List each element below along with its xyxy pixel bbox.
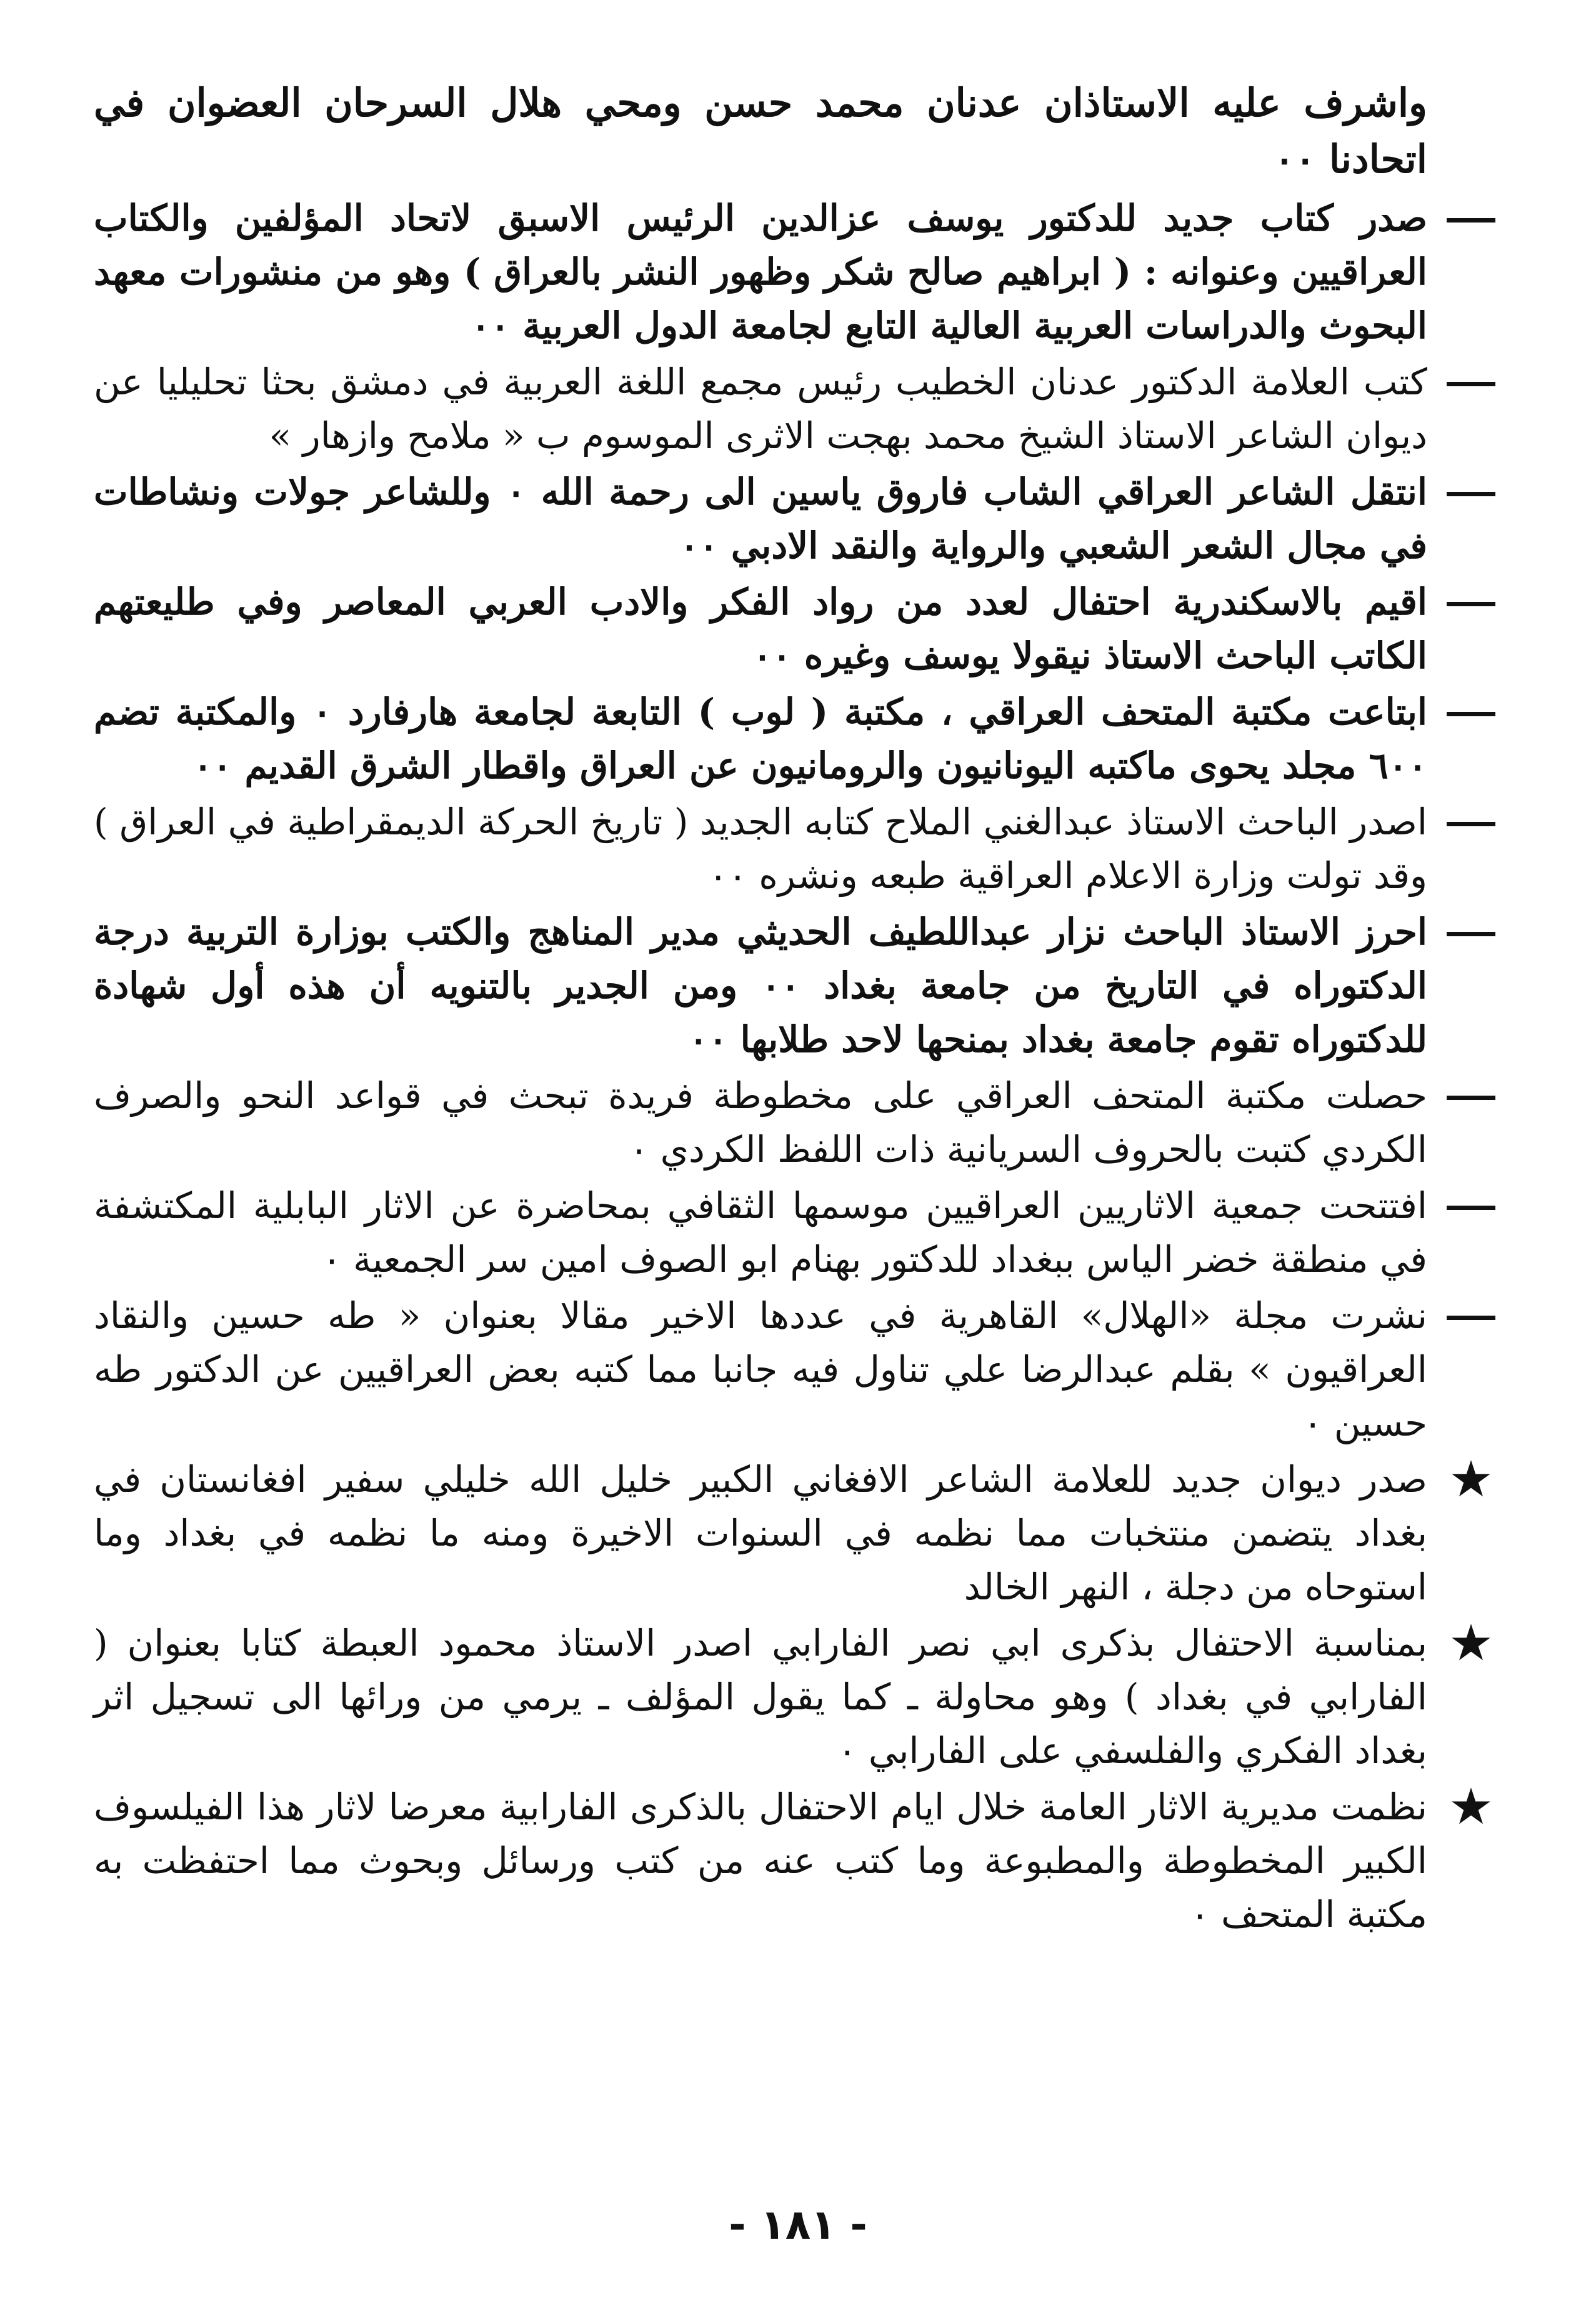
dash-bullet-icon [1440,905,1502,959]
dash-bullet-icon [1440,355,1502,409]
news-item-8 [94,1069,1502,1176]
news-item-text: بمناسبة الاحتفال بذكرى ابي نصر الفارابي اصدر الاستاذ محمود العبطة كتابا بعنوان ( الفارابي في بغداد ) وهو محاولة ـ كما يقول المؤلف ـ يرمي من ورائها الى تسجيل اثر بغداد الفكري والفلسفي على الفارابي ٠ [94,1622,1427,1772]
news-item-text: انتقل الشاعر العراقي الشاب فاروق ياسين الى رحمة الله ٠ وللشاعر جولات ونشاطات في مجال الشعر الشعبي والرواية والنقد الادبي ٠٠ [94,471,1428,567]
news-item-text: حصلت مكتبة المتحف العراقي على مخطوطة فريدة تبحث في قواعد النحو والصرف الكردي كتبت بالحروف السريانية ذات اللفظ الكردي ٠ [94,1074,1427,1171]
news-item-text: ابتاعت مكتبة المتحف العراقي ، مكتبة ( لوب ) التابعة لجامعة هارفارد ٠ والمكتبة تضم ٦٠٠ مجلد يحوى ماكتبه اليونانيون والرومانيون عن العراق واقطار الشرق القديم ٠٠ [94,691,1427,787]
dash-bullet-icon [1440,685,1502,739]
news-item-text: صدر ديوان جديد للعلامة الشاعر الافغاني الكبير خليل الله خليلي سفير افغانستان في بغداد يتضمن منتخبات مما نظمه في السنوات الاخيرة ومنه ما نظمه في بغداد وما استوحاه من دجلة ، النهر الخالد [94,1458,1427,1608]
dash-bullet-icon [1440,795,1502,849]
intro-paragraph: واشرف عليه الاستاذان عدنان محمد حسن ومحي هلال السرحان العضوان في اتحادنا ٠٠ [94,80,1427,182]
document-page [94,75,1502,2249]
news-item-5 [94,685,1502,792]
dash-bullet-icon [1440,575,1502,629]
news-item-12 [94,1616,1502,1778]
dash-bullet-icon [1440,1289,1502,1342]
news-item-text: اقيم بالاسكندرية احتفال لعدد من رواد الفكر والادب العربي المعاصر وفي طليعتهم الكاتب الباحث الاستاذ نيقولا يوسف وغيره ٠٠ [94,581,1427,677]
news-item-11 [94,1452,1502,1614]
dash-bullet-icon [1440,191,1502,245]
star-bullet-icon: ★ [1449,1778,1494,1836]
dash-bullet-icon [1440,465,1502,519]
dash-bullet-icon [1440,1069,1502,1122]
news-item-6 [94,795,1502,902]
news-item-text: كتب العلامة الدكتور عدنان الخطيب رئيس مجمع اللغة العربية في دمشق بحثا تحليليا عن ديوان الشاعر الاستاذ الشيخ محمد بهجت الاثرى الموسوم ب « ملامح وازهار » [94,361,1428,457]
news-item-text: نظمت مديرية الاثار العامة خلال ايام الاحتفال بالذكرى الفارابية معرضا لاثار هذا الفيلسوف الكبير المخطوطة والمطبوعة وما كتب عنه من كتب ورسائل وبحوث مما احتفظت به مكتبة المتحف ٠ [94,1786,1427,1936]
news-item-4 [94,575,1502,682]
news-item-1 [94,191,1502,352]
news-item-text: صدر كتاب جديد للدكتور يوسف عزالدين الرئيس الاسبق لاتحاد المؤلفين والكتاب العراقيين وعنوانه : ( ابراهيم صالح شكر وظهور النشر بالعراق ) وهو من منشورات معهد البحوث والدراسات العربية العالية التابع لجامعة الدول العربية ٠٠ [94,197,1427,347]
news-item-13 [94,1780,1502,1941]
dash-bullet-icon [1440,1179,1502,1232]
news-item-3 [94,465,1502,572]
page-number: - ١٨١ - [729,2201,867,2249]
news-item-text: نشرت مجلة «الهلال» القاهرية في عددها الاخير مقالا بعنوان « طه حسين والنقاد العراقيون » بقلم عبدالرضا علي تناول فيه جانبا مما كتبه بعض العراقيين عن الدكتور طه حسين ٠ [94,1294,1427,1444]
news-item-text: اصدر الباحث الاستاذ عبدالغني الملاح كتابه الجديد ( تاريخ الحركة الديمقراطية في العراق ) وقد تولت وزارة الاعلام العراقية طبعه ونشره ٠٠ [94,801,1427,897]
news-item-10 [94,1289,1502,1450]
news-item-7 [94,905,1502,1066]
news-item-2 [94,355,1502,462]
news-item-text: احرز الاستاذ الباحث نزار عبداللطيف الحديثي مدير المناهج والكتب بوزارة التربية درجة الدكتوراه في التاريخ من جامعة بغداد ٠٠ ومن الجدير بالتنويه أن هذه أول شهادة للدكتوراه تقوم جامعة بغداد بمنحها لاحد طلابها ٠٠ [94,911,1427,1061]
news-item-9 [94,1179,1502,1286]
star-bullet-icon: ★ [1449,1614,1494,1672]
news-item-text: افتتحت جمعية الاثاريين العراقيين موسمها الثقافي بمحاضرة عن الاثار البابلية المكتشفة في منطقة خضر الياس ببغداد للدكتور بهنام ابو الصوف امين سر الجمعية ٠ [94,1184,1427,1281]
star-bullet-icon: ★ [1449,1450,1494,1508]
